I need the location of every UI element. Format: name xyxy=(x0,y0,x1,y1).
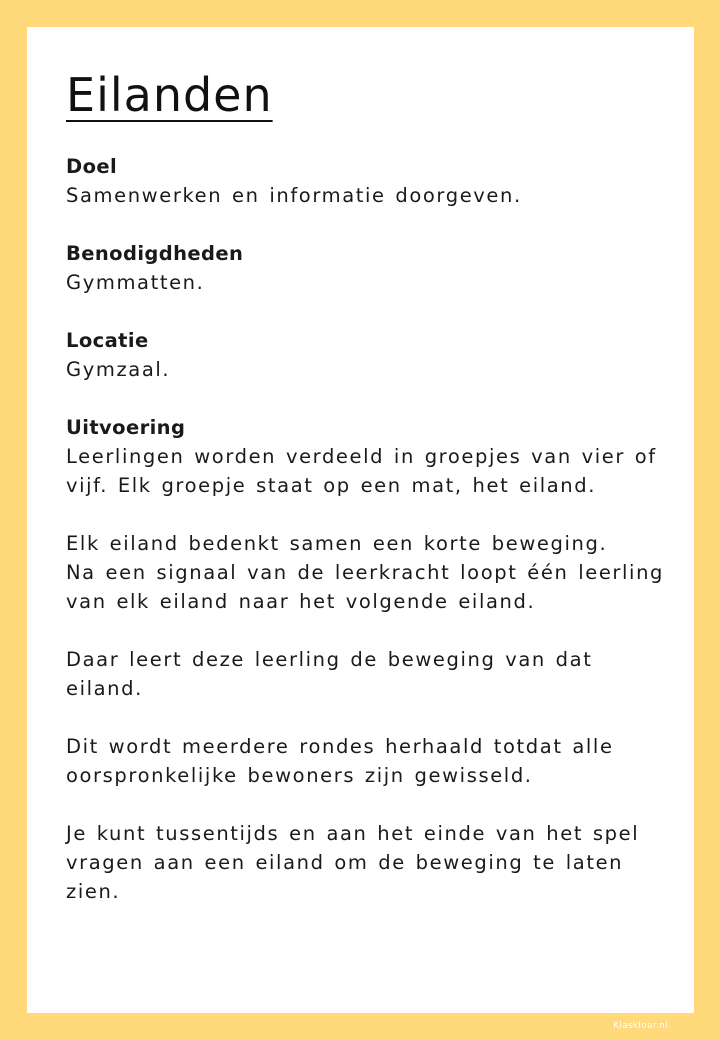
uitvoering-paragraph: Leerlingen worden verdeeld in groepjes van vier of vijf. Elk groepje staat op een mat, het eiland. xyxy=(66,445,657,497)
footer-credit: Klaskloar.nl xyxy=(613,1021,668,1031)
uitvoering-paragraph: Dit wordt meerdere rondes herhaald totdat alle oorspronkelijke bewoners zijn gewisseld. xyxy=(66,735,614,787)
section-heading: Uitvoering xyxy=(66,416,186,439)
card-content xyxy=(66,152,686,935)
section-heading: Benodigdheden xyxy=(66,242,244,265)
uitvoering-paragraph: Elk eiland bedenkt samen een korte beweging. Na een signaal van de leerkracht loopt één leerling van elk eiland naar het volgende eiland. xyxy=(66,532,665,613)
activity-card xyxy=(27,27,694,1013)
section-heading: Doel xyxy=(66,155,118,178)
section-locatie xyxy=(66,326,686,384)
page-title: Eilanden xyxy=(66,68,273,122)
section-text: Gymzaal. xyxy=(66,358,171,381)
section-benodigdheden xyxy=(66,239,686,297)
section-doel xyxy=(66,152,686,210)
uitvoering-paragraph: Daar leert deze leerling de beweging van dat eiland. xyxy=(66,648,593,700)
section-text: Samenwerken en informatie doorgeven. xyxy=(66,184,522,207)
section-text: Gymmatten. xyxy=(66,271,205,294)
uitvoering-paragraph: Je kunt tussentijds en aan het einde van het spel vragen aan een eiland om de beweging te laten zien. xyxy=(66,822,640,903)
section-heading: Locatie xyxy=(66,329,149,352)
section-uitvoering xyxy=(66,413,686,906)
